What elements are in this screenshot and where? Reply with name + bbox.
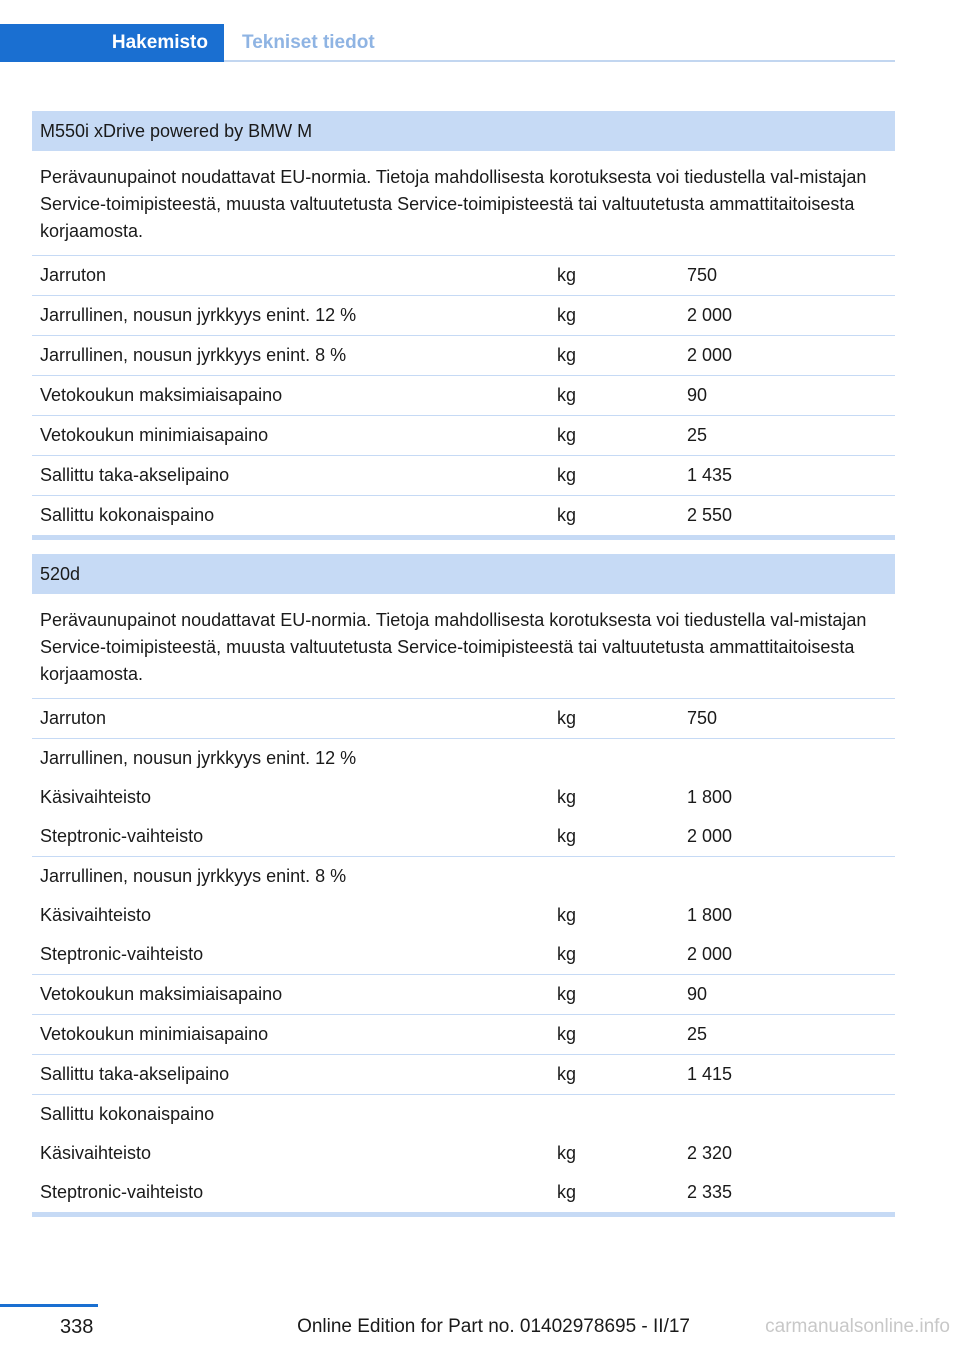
row-label: Steptronic-vaihteisto bbox=[40, 1182, 204, 1202]
row-unit: kg bbox=[557, 305, 577, 325]
row-label: Jarrullinen, nousun jyrkkyys enint. 12 % bbox=[40, 748, 357, 768]
row-label: Jarrullinen, nousun jyrkkyys enint. 8 % bbox=[40, 866, 347, 886]
row-value: 1 415 bbox=[687, 1064, 733, 1084]
table-row bbox=[32, 739, 895, 778]
table-row bbox=[32, 935, 895, 975]
row-value: 750 bbox=[687, 265, 718, 285]
row-value: 90 bbox=[687, 984, 708, 1004]
row-label: Jarrullinen, nousun jyrkkyys enint. 8 % bbox=[40, 345, 347, 365]
table-row bbox=[32, 817, 895, 857]
row-label: Sallittu kokonaispaino bbox=[40, 505, 215, 525]
row-value: 1 435 bbox=[687, 465, 733, 485]
row-value: 25 bbox=[687, 425, 708, 445]
row-value: 750 bbox=[687, 708, 718, 728]
table-row bbox=[32, 336, 895, 376]
row-value: 25 bbox=[687, 1024, 708, 1044]
row-value: 2 000 bbox=[687, 305, 733, 325]
row-label: Vetokoukun maksimiaisapaino bbox=[40, 984, 283, 1004]
row-label: Jarruton bbox=[40, 265, 107, 285]
page-number: 338 bbox=[60, 1316, 94, 1338]
row-value: 2 000 bbox=[687, 944, 733, 964]
row-label: Käsivaihteisto bbox=[40, 1143, 152, 1163]
row-label: Steptronic-vaihteisto bbox=[40, 826, 204, 846]
row-unit: kg bbox=[557, 826, 577, 846]
weights-table-m550i bbox=[32, 111, 895, 540]
table-row bbox=[32, 857, 895, 896]
table-row bbox=[32, 376, 895, 416]
row-unit: kg bbox=[557, 1143, 577, 1163]
row-unit: kg bbox=[557, 265, 577, 285]
row-label: Sallittu taka-akselipaino bbox=[40, 1064, 230, 1084]
header-divider bbox=[224, 60, 895, 62]
row-unit: kg bbox=[557, 708, 577, 728]
row-unit: kg bbox=[557, 984, 577, 1004]
row-unit: kg bbox=[557, 1064, 577, 1084]
row-unit: kg bbox=[557, 1182, 577, 1202]
row-value: 1 800 bbox=[687, 787, 733, 807]
row-label: Sallittu taka-akselipaino bbox=[40, 465, 230, 485]
table-row bbox=[32, 778, 895, 817]
row-label: Käsivaihteisto bbox=[40, 905, 152, 925]
table-title: M550i xDrive powered by BMW M bbox=[32, 111, 895, 151]
table-row bbox=[32, 256, 895, 296]
table-row bbox=[32, 975, 895, 1015]
row-value: 2 550 bbox=[687, 505, 733, 525]
row-unit: kg bbox=[557, 385, 577, 405]
row-label: Jarrullinen, nousun jyrkkyys enint. 12 % bbox=[40, 305, 357, 325]
row-value: 2 320 bbox=[687, 1143, 733, 1163]
row-unit: kg bbox=[557, 905, 577, 925]
table-note: Perävaunupainot noudattavat EU-normia. Tietoja mahdollisesta korotuksesta voi tiedustella val-mistajan Service-toimipisteestä, muusta valtuutetusta Service-toimipisteestä tai valtuutetusta ammattitaitoisesta korjaamosta. bbox=[32, 594, 895, 699]
table-row bbox=[32, 1134, 895, 1173]
row-label: Vetokoukun minimiaisapaino bbox=[40, 425, 269, 445]
row-unit: kg bbox=[557, 425, 577, 445]
row-value: 1 800 bbox=[687, 905, 733, 925]
row-value: 2 000 bbox=[687, 345, 733, 365]
table-row bbox=[32, 416, 895, 456]
row-label: Vetokoukun maksimiaisapaino bbox=[40, 385, 283, 405]
row-label: Jarruton bbox=[40, 708, 107, 728]
tab-tekniset-tiedot[interactable]: Tekniset tiedot bbox=[242, 32, 375, 53]
table-row bbox=[32, 896, 895, 935]
table-row bbox=[32, 496, 895, 535]
table-row bbox=[32, 1173, 895, 1212]
row-unit: kg bbox=[557, 505, 577, 525]
table-row bbox=[32, 699, 895, 739]
footer-accent-line bbox=[0, 1304, 98, 1307]
row-unit: kg bbox=[557, 465, 577, 485]
table-note: Perävaunupainot noudattavat EU-normia. Tietoja mahdollisesta korotuksesta voi tiedustella val-mistajan Service-toimipisteestä, muusta valtuutetusta Service-toimipisteestä tai valtuutetusta ammattitaitoisesta korjaamosta. bbox=[32, 151, 895, 256]
row-label: Vetokoukun minimiaisapaino bbox=[40, 1024, 269, 1044]
row-value: 2 000 bbox=[687, 826, 733, 846]
row-unit: kg bbox=[557, 345, 577, 365]
table-end-rule bbox=[32, 535, 895, 540]
row-unit: kg bbox=[557, 787, 577, 807]
table-row bbox=[32, 456, 895, 496]
row-label: Steptronic-vaihteisto bbox=[40, 944, 204, 964]
table-row bbox=[32, 1095, 895, 1134]
watermark: carmanualsonline.info bbox=[765, 1316, 950, 1337]
row-value: 2 335 bbox=[687, 1182, 733, 1202]
row-unit: kg bbox=[557, 944, 577, 964]
tab-hakemisto[interactable]: Hakemisto bbox=[0, 24, 224, 62]
weights-table-520d bbox=[32, 554, 895, 1217]
table-row bbox=[32, 296, 895, 336]
row-label: Sallittu kokonaispaino bbox=[40, 1104, 215, 1124]
row-value: 90 bbox=[687, 385, 708, 405]
table-row bbox=[32, 1055, 895, 1095]
chapter-header bbox=[0, 24, 895, 62]
row-label: Käsivaihteisto bbox=[40, 787, 152, 807]
table-title: 520d bbox=[32, 554, 895, 594]
edition-note: Online Edition for Part no. 01402978695 - II/17 bbox=[297, 1316, 690, 1337]
row-unit: kg bbox=[557, 1024, 577, 1044]
table-row bbox=[32, 1015, 895, 1055]
table-end-rule bbox=[32, 1212, 895, 1217]
